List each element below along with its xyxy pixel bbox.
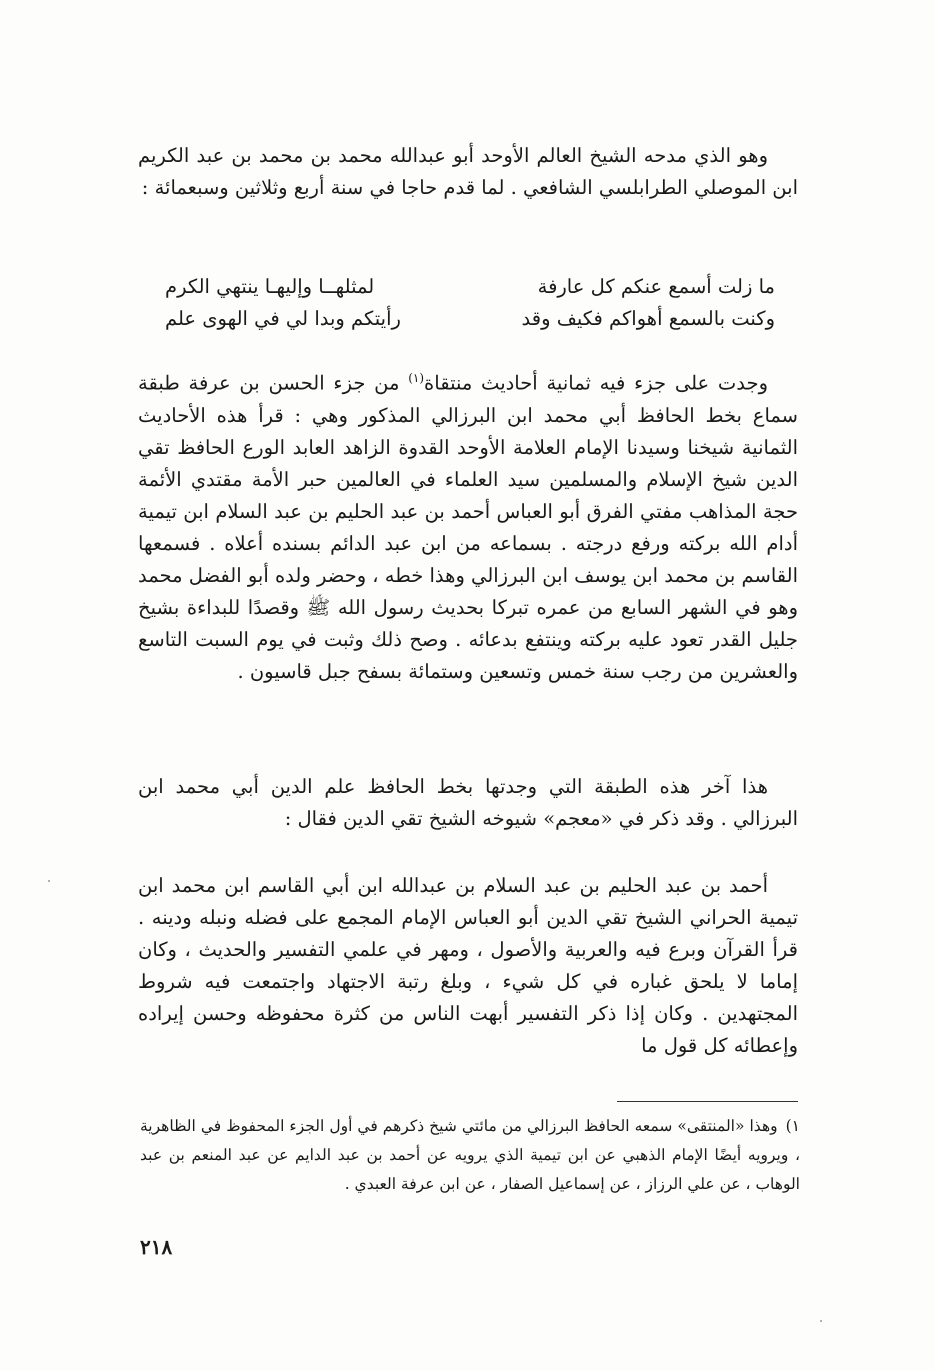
scan-speck [820, 1320, 822, 1322]
page-number: ٢١٨ [140, 1235, 173, 1259]
paragraph-samaa-body: من جزء الحسن بن عرفة طبقة سماع بخط الحافظ أبي محمد ابن البرزالي المذكور وهي : قرأ هذه الأحاديث الثمانية شيخنا وسيدنا الإمام العلامة الأوحد القدوة الزاهد العابد الورع الحافظ تقي الدين شيخ الإسلام والمسلمين سيد العلماء في العالمين حبر الأمة مقتدي الأئمة حجة المذاهب مفتي الفرق أبو العباس أحمد بن عبد الحليم بن عبد السلام ابن تيمية أدام الله بركته ورفع درجته . بسماعه من ابن عبد الدائم بسنده أعلاه . فسمعها القاسم بن محمد ابن يوسف ابن البرزالي وهذا خطه ، وحضر ولده أبو الفضل محمد وهو في الشهر السابع من عمره تبركا بحديث رسول الله ﷺ وقصدًا للبداءة بشيخ جليل القدر تعود عليه بركته وينتفع بدعائه . وصح ذلك وثبت في يوم السبت التاسع والعشرين من رجب سنة خمس وتسعين وستمائة بسفح جبل قاسيون . [138, 371, 798, 683]
verse-2-second-hemistich: رأيتكم وبدا لي في الهوى علم [165, 307, 401, 330]
paragraph-biography-text: أحمد بن عبد الحليم بن عبد السلام بن عبدالله ابن أبي القاسم ابن محمد ابن تيمية الحراني الشيخ تقي الدين أبو العباس الإمام المجمع على فضله ونبله ودينه . قرأ القرآن وبرع فيه والعربية والأصول ، ومهر في علمي التفسير والحديث ، وكان إماما لا يلحق غباره في كل شيء ، وبلغ رتبة الاجتهاد واجتمعت فيه شروط المجتهدين . وكان إذا ذكر التفسير أبهت الناس من كثرة محفوظه وحسن إيراده وإعطائه كل قول ما [138, 874, 798, 1057]
paragraph-barzali-text: هذا آخر هذه الطبقة التي وجدتها بخط الحافظ علم الدين أبي محمد ابن البرزالي . وقد ذكر في «معجم» شيوخه الشيخ تقي الدين فقال : [138, 775, 798, 830]
paragraph-samaa-lead: وجدت على جزء فيه ثمانية أحاديث منتقاة [424, 371, 768, 395]
verse-2-first-hemistich: وكنت بالسمع أهواكم فكيف وقد [521, 307, 775, 330]
footnote-separator [617, 1101, 798, 1102]
poem-verse-1 [165, 271, 775, 303]
footnote-text: وهذا «المنتقى» سمعه الحافظ البرزالي من مائتي شيخ ذكرهم في أول الجزء المحفوظ في الظاهرية ، ويرويه أيضًا الإمام الذهبي عن ابن تيمية الذي يرويه عن أحمد بن عبد الدايم عن عبد المنعم بن عبد الوهاب ، عن علي الرزاز ، عن إسماعيل الصفار ، عن ابن عرفة العبدي . [140, 1117, 800, 1193]
scan-speck [48, 880, 50, 882]
paragraph-biography [138, 870, 798, 1062]
paragraph-samaa-text [138, 362, 798, 688]
paragraph-intro [138, 140, 798, 204]
verse-1-second-hemistich: لمثلهــا وإليهـا ينتهي الكرم [165, 275, 375, 298]
paragraph-barzali [138, 771, 798, 835]
paragraph-samaa [138, 362, 798, 688]
footnote-reference[interactable]: (١) [408, 371, 425, 385]
verse-1-first-hemistich: ما زلت أسمع عنكم كل عارفة [537, 275, 775, 298]
footnote [140, 1112, 800, 1199]
poem [165, 271, 775, 335]
poem-verse-2 [165, 303, 775, 335]
footnote-text-block [140, 1112, 800, 1199]
footnote-marker: ١) [785, 1117, 800, 1135]
paragraph-intro-text: وهو الذي مدحه الشيخ العالم الأوحد أبو عبدالله محمد بن محمد بن عبد الكريم ابن الموصلي الطرابلسي الشافعي . لما قدم حاجا في سنة أربع وثلاثين وسبعمائة : [138, 144, 798, 199]
